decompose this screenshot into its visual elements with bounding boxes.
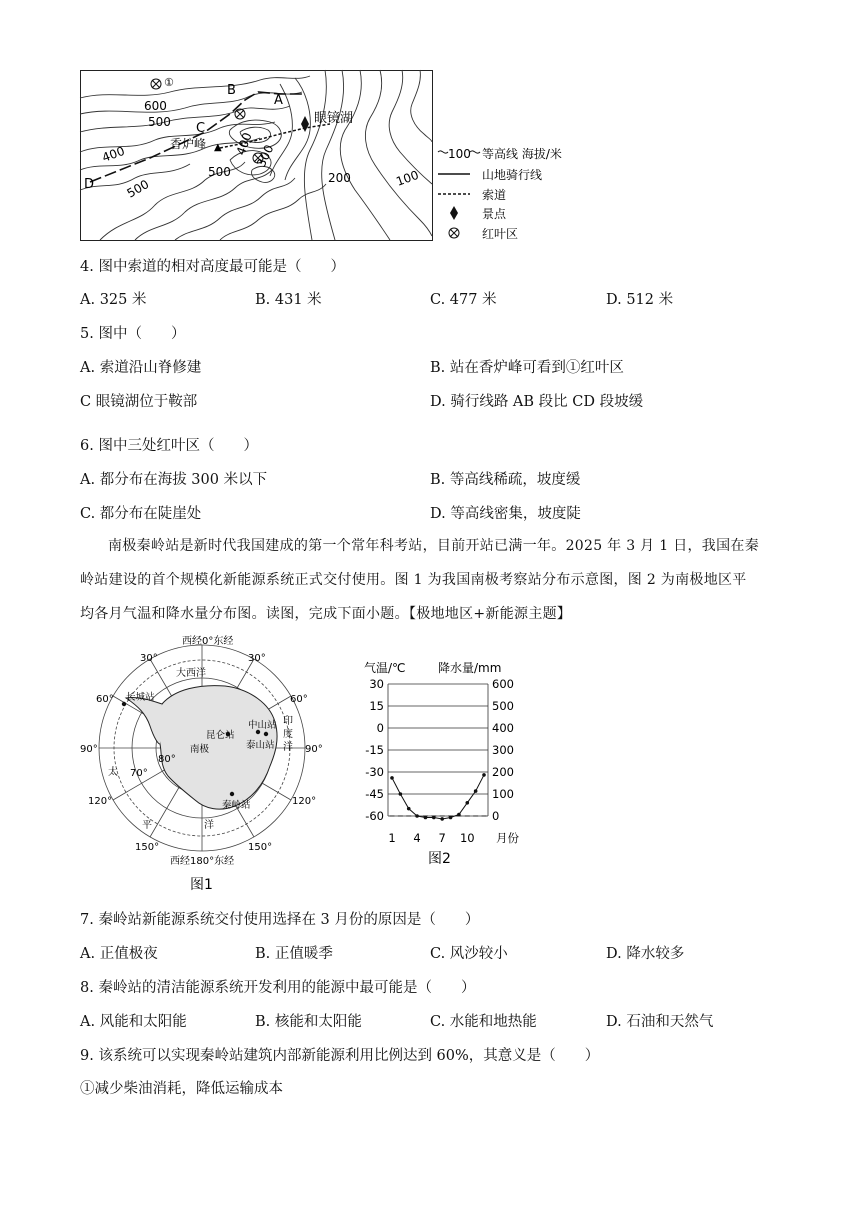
q5-option-a[interactable]: A. 索道沿山脊修建 [80, 360, 202, 376]
q6-option-b[interactable]: B. 等高线稀疏，坡度缓 [430, 472, 581, 488]
q6-option-a[interactable]: A. 都分布在海拔 300 米以下 [80, 472, 268, 488]
q4-option-a[interactable]: A. 325 米 [80, 292, 147, 308]
temperature-point [407, 807, 411, 811]
intro-line-3: 均各月气温和降水量分布图。读图，完成下面小题。【极地地区+新能源主题】 [80, 606, 572, 622]
x-tick-label: 4 [413, 831, 421, 845]
svg-text:A: A [274, 93, 283, 108]
q4-option-c[interactable]: C. 477 米 [430, 292, 497, 308]
q5-option-c[interactable]: C 眼镜湖位于鞍部 [80, 394, 198, 410]
precipitation-bar [440, 816, 445, 817]
q6-option-c[interactable]: C. 都分布在陡崖处 [80, 506, 202, 522]
q6-option-d[interactable]: D. 等高线密集，坡度陡 [430, 506, 581, 522]
y-left-tick-label: -45 [365, 787, 384, 801]
q8-option-c[interactable]: C. 水能和地热能 [430, 1014, 537, 1030]
y-left-tick-label: -30 [365, 765, 384, 779]
svg-text:昆仑站: 昆仑站 [206, 730, 235, 741]
q8-option-d[interactable]: D. 石油和天然气 [606, 1014, 714, 1030]
x-axis-unit: 月份 [496, 831, 519, 845]
svg-text:南极: 南极 [190, 744, 210, 755]
q7-stem: 7. 秦岭站新能源系统交付使用选择在 3 月份的原因是（ ） [80, 912, 480, 928]
svg-text:太: 太 [108, 767, 118, 778]
svg-text:西经180°东经: 西经180°东经 [170, 856, 235, 867]
q5-stem: 5. 图中（ ） [80, 326, 186, 342]
svg-text:30°: 30° [248, 653, 266, 664]
precipitation-bar [406, 816, 411, 817]
svg-text:600: 600 [144, 99, 167, 113]
y-right-tick-label: 300 [492, 743, 514, 757]
svg-text:30°: 30° [140, 653, 158, 664]
svg-text:90°: 90° [80, 744, 98, 755]
lake-label: 眼镜湖 [314, 111, 354, 126]
contour-map-figure [80, 70, 560, 246]
antarctica-map-figure [80, 634, 330, 896]
svg-text:200: 200 [328, 171, 351, 185]
svg-text:大西洋: 大西洋 [176, 668, 206, 679]
svg-text:60°: 60° [290, 694, 308, 705]
svg-text:索道: 索道 [482, 188, 507, 202]
y-left-tick-label: 0 [376, 721, 384, 735]
x-tick-label: 7 [438, 831, 446, 845]
temperature-point [440, 817, 444, 821]
svg-text:150°: 150° [248, 842, 273, 853]
precipitation-bar [423, 816, 428, 817]
svg-text:长城站: 长城站 [126, 692, 155, 703]
y-left-tick-label: -15 [365, 743, 384, 757]
temperature-point [390, 776, 394, 780]
svg-text:120°: 120° [292, 796, 317, 807]
y-right-tick-label: 600 [492, 677, 514, 691]
y-right-tick-label: 100 [492, 787, 514, 801]
svg-text:120°: 120° [88, 796, 113, 807]
svg-text:300: 300 [254, 142, 277, 170]
svg-text:洋: 洋 [204, 820, 214, 831]
svg-text:150°: 150° [135, 842, 160, 853]
figure-2-caption: 图2 [428, 851, 451, 867]
q8-stem: 8. 秦岭站的清洁能源系统开发利用的能源中最可能是（ ） [80, 980, 476, 996]
peak-label: 香炉峰 [170, 137, 207, 151]
svg-text:印: 印 [283, 716, 293, 727]
temperature-point [482, 773, 486, 777]
precipitation-bar [431, 816, 436, 817]
intro-line-2: 岭站建设的首个规模化新能源系统正式交付使用。图 1 为我国南极考察站分布示意图，图 2 为南极地区平 [80, 572, 747, 588]
y-right-tick-label: 400 [492, 721, 514, 735]
q7-option-d[interactable]: D. 降水较多 [606, 946, 685, 962]
q4-stem: 4. 图中索道的相对高度最可能是（ ） [80, 259, 345, 275]
svg-text:400: 400 [100, 143, 127, 165]
q9-item-1: ①减少柴油消耗，降低运输成本 [80, 1081, 283, 1097]
y-right-title: 降水量/mm [438, 661, 502, 675]
svg-text:平: 平 [142, 820, 152, 831]
svg-text:500: 500 [124, 177, 152, 201]
precipitation-bar [456, 816, 461, 817]
intro-line-1: 南极秦岭站是新时代我国建成的第一个常年科考站，目前开站已满一年。2025 年 3 月 1 日，我国在秦 [108, 538, 759, 554]
q8-option-a[interactable]: A. 风能和太阳能 [80, 1014, 187, 1030]
q9-stem: 9. 该系统可以实现秦岭站建筑内部新能源利用比例达到 60%，其意义是（ ） [80, 1048, 600, 1064]
q7-option-c[interactable]: C. 风沙较小 [430, 946, 508, 962]
y-left-tick-label: 30 [369, 677, 384, 691]
svg-text:红叶区: 红叶区 [482, 227, 519, 241]
svg-text:500: 500 [148, 115, 171, 129]
precipitation-bar [482, 816, 487, 817]
svg-text:500: 500 [208, 165, 231, 179]
svg-text:70°: 70° [130, 768, 148, 779]
svg-text:C: C [196, 121, 206, 136]
x-tick-label: 1 [388, 831, 396, 845]
q5-option-d[interactable]: D. 骑行线路 AB 段比 CD 段坡缓 [430, 394, 644, 410]
y-right-tick-label: 200 [492, 765, 514, 779]
q7-option-b[interactable]: B. 正值暖季 [255, 946, 333, 962]
svg-text:秦岭站: 秦岭站 [222, 800, 251, 811]
x-tick-label: 10 [459, 831, 475, 845]
q6-stem: 6. 图中三处红叶区（ ） [80, 438, 258, 454]
svg-text:90°: 90° [305, 744, 323, 755]
y-left-tick-label: 15 [369, 699, 384, 713]
q7-option-a[interactable]: A. 正值极夜 [80, 946, 158, 962]
y-right-tick-label: 500 [492, 699, 514, 713]
svg-text:西经0°东经: 西经0°东经 [182, 636, 234, 647]
svg-text:中山站: 中山站 [248, 720, 277, 731]
svg-text:100: 100 [448, 147, 471, 161]
svg-text:洋: 洋 [283, 742, 293, 753]
svg-text:度: 度 [283, 729, 293, 740]
svg-text:400: 400 [233, 130, 255, 158]
climate-chart-figure [350, 656, 530, 874]
temperature-point [474, 789, 478, 793]
q8-option-b[interactable]: B. 核能和太阳能 [255, 1014, 362, 1030]
svg-text:泰山站: 泰山站 [246, 740, 275, 751]
precipitation-bar [465, 816, 470, 817]
map-marker-1: ① [164, 76, 174, 89]
svg-text:D: D [84, 177, 95, 192]
y-left-tick-label: -60 [365, 809, 384, 823]
q5-option-b[interactable]: B. 站在香炉峰可看到①红叶区 [430, 360, 624, 376]
svg-text:60°: 60° [96, 694, 114, 705]
precipitation-bar [415, 816, 420, 817]
y-right-tick-label: 0 [492, 809, 500, 823]
svg-text:100: 100 [394, 167, 421, 189]
precipitation-bar [390, 816, 395, 817]
svg-text:等高线 海拔/米: 等高线 海拔/米 [482, 147, 562, 161]
precipitation-bar [473, 816, 478, 817]
svg-text:B: B [227, 83, 236, 98]
precipitation-bar [398, 816, 403, 817]
precipitation-bar [448, 816, 453, 817]
temperature-point [399, 792, 403, 796]
map-legend [438, 146, 562, 241]
svg-text:80°: 80° [158, 754, 176, 765]
q4-option-d[interactable]: D. 512 米 [606, 292, 674, 308]
y-left-title: 气温/℃ [364, 661, 406, 675]
peak-triangle-icon: ▲ [214, 142, 222, 153]
temperature-line [392, 775, 484, 819]
svg-text:山地骑行线: 山地骑行线 [482, 168, 543, 182]
q4-option-b[interactable]: B. 431 米 [255, 292, 322, 308]
svg-text:景点: 景点 [482, 207, 507, 221]
figure-1-caption: 图1 [190, 877, 213, 893]
temperature-point [465, 801, 469, 805]
